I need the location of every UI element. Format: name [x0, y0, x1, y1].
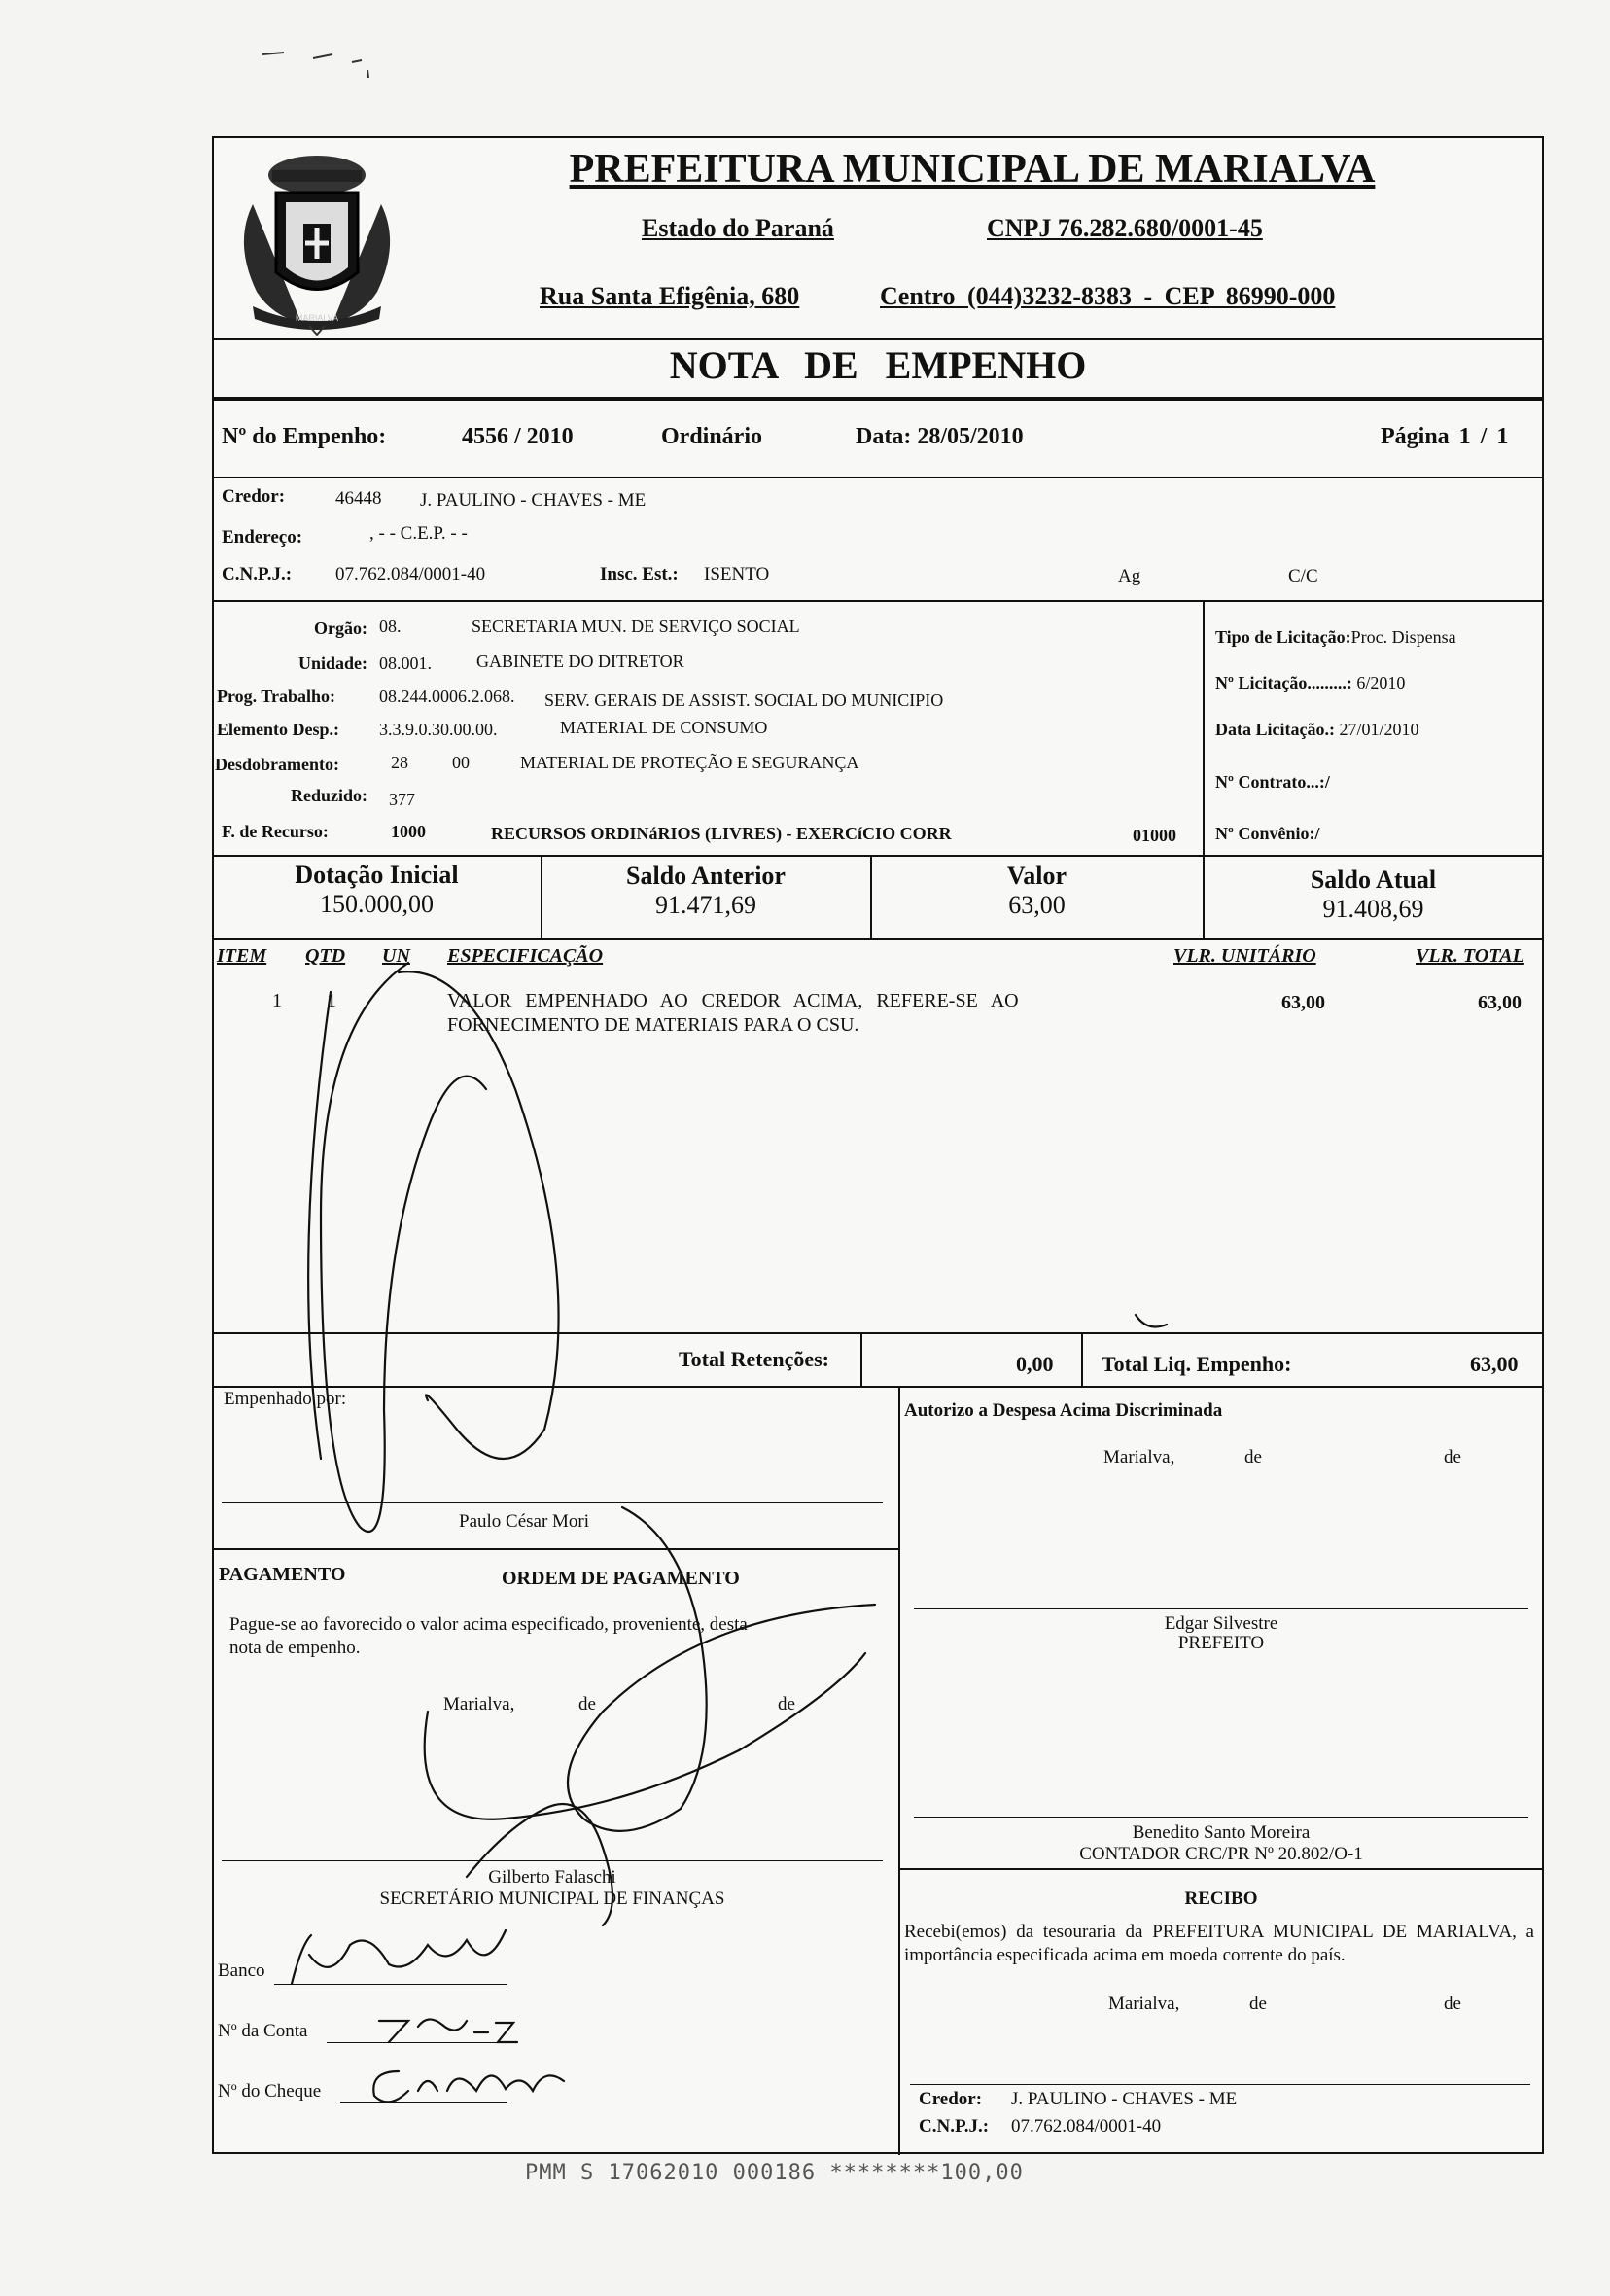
desdobramento-code2: 00	[452, 753, 470, 772]
retencoes-value: 0,00	[1016, 1352, 1054, 1376]
convenio-label: Nº Convênio:/	[1215, 824, 1320, 843]
empenho-label: Nº do Empenho:	[222, 424, 387, 449]
credor-name: J. PAULINO - CHAVES - ME	[420, 490, 647, 511]
recibo-label: RECIBO	[1184, 1889, 1258, 1909]
cheque-label: Nº do Cheque	[218, 2081, 322, 2102]
prog-label: Prog. Trabalho:	[217, 687, 336, 706]
desdobramento-name: MATERIAL DE PROTEÇÃO E SEGURANÇA	[520, 753, 859, 772]
municipality-title: PREFEITURA MUNICIPAL DE MARIALVA	[569, 147, 1376, 192]
ag-label: Ag	[1118, 566, 1141, 586]
fonte-code2: 01000	[1133, 826, 1176, 845]
col-un: UN	[382, 945, 410, 967]
empenho-number: 4556 / 2010	[462, 424, 574, 449]
autorizo-de-2: de	[1444, 1447, 1461, 1467]
contador-name: Benedito Santo Moreira	[1132, 1822, 1311, 1843]
fonte-name: RECURSOS ORDINáRIOS (LIVRES) - EXERCíCIO CORR	[491, 824, 952, 843]
orgao-name: SECRETARIA MUN. DE SERVIÇO SOCIAL	[472, 617, 800, 636]
recibo-cnpj-label: C.N.P.J.:	[919, 2116, 990, 2137]
empenho-type: Ordinário	[661, 424, 763, 449]
pague-line2: nota de empenho.	[229, 1638, 361, 1658]
contrato-label: Nº Contrato...:/	[1215, 772, 1330, 792]
recibo-de-2: de	[1444, 1994, 1461, 2014]
prefeito-name: Edgar Silvestre	[1164, 1613, 1278, 1634]
recibo-credor-label: Credor:	[919, 2089, 983, 2109]
prog-code: 08.244.0006.2.068.	[379, 687, 515, 706]
credor-code: 46448	[335, 488, 382, 509]
orgao-code: 08.	[379, 617, 402, 636]
saldo-atual-label: Saldo Atual	[1310, 865, 1437, 894]
elemento-code: 3.3.9.0.30.00.00.	[379, 720, 498, 739]
saldo-atual-value: 91.408,69	[1322, 895, 1424, 923]
recibo-de-1: de	[1249, 1994, 1267, 2014]
empenhado-label: Empenhado por:	[224, 1389, 347, 1409]
cnpj-credor-label: C.N.P.J.:	[222, 564, 293, 584]
item-spec-line1: VALOR EMPENHADO AO CREDOR ACIMA, REFERE-SE AO	[447, 990, 1019, 1011]
cnpj-label: CNPJ 76.282.680/0001-45	[987, 214, 1263, 242]
saldo-anterior-label: Saldo Anterior	[626, 862, 786, 890]
contador-title: CONTADOR CRC/PR Nº 20.802/O-1	[1079, 1844, 1363, 1864]
footer-stamp: PMM S 17062010 000186 ********100,00	[525, 2161, 1024, 2185]
liq-label: Total Liq. Empenho:	[1102, 1352, 1292, 1376]
financas-name: Gilberto Falaschi	[488, 1867, 616, 1888]
valor-label: Valor	[1006, 862, 1068, 890]
item-total-value: 63,00	[1478, 992, 1522, 1013]
fonte-label: F. de Recurso:	[222, 822, 329, 841]
page-number: Página 1 / 1	[1381, 424, 1509, 449]
cnpj-credor-value: 07.762.084/0001-40	[335, 564, 486, 584]
item-unit-value: 63,00	[1281, 992, 1325, 1013]
recibo-text: Recebi(emos) da tesouraria da PREFEITURA MUNICIPAL DE MARIALVA, a importância especificada acima em moeda corrente do país.	[904, 1922, 1534, 1965]
reduzido-value: 377	[389, 790, 415, 809]
cc-label: C/C	[1288, 566, 1318, 586]
recibo-credor-name: J. PAULINO - CHAVES - ME	[1011, 2089, 1238, 2109]
endereco-label: Endereço:	[222, 527, 303, 548]
dotacao-value: 150.000,00	[320, 890, 434, 918]
svg-text:MARIALVA: MARIALVA	[295, 313, 339, 323]
item-qtd: 1	[327, 990, 336, 1011]
col-item: ITEM	[217, 945, 267, 967]
col-qtd: QTD	[305, 945, 346, 967]
conta-label: Nº da Conta	[218, 2021, 308, 2041]
tipo-licitacao: Tipo de Licitação:Proc. Dispensa	[1215, 627, 1456, 647]
valor-value: 63,00	[1008, 891, 1066, 919]
prog-name: SERV. GERAIS DE ASSIST. SOCIAL DO MUNICIPIO	[544, 690, 944, 710]
street-label: Rua Santa Efigênia, 680	[540, 282, 800, 310]
item-spec-line2: FORNECIMENTO DE MATERIAIS PARA O CSU.	[447, 1014, 859, 1036]
autorizo-place: Marialva,	[1103, 1447, 1175, 1467]
item-number: 1	[272, 990, 282, 1011]
insc-value: ISENTO	[704, 564, 770, 584]
empenhado-name: Paulo César Mori	[459, 1511, 590, 1532]
financas-title: SECRETÁRIO MUNICIPAL DE FINANÇAS	[379, 1889, 725, 1909]
insc-label: Insc. Est.:	[600, 564, 679, 584]
unidade-name: GABINETE DO DITRETOR	[476, 652, 684, 671]
elemento-name: MATERIAL DE CONSUMO	[560, 718, 768, 737]
autorizo-label: Autorizo a Despesa Acima Discriminada	[904, 1400, 1223, 1421]
elemento-label: Elemento Desp.:	[217, 720, 339, 739]
unidade-code: 08.001.	[379, 653, 432, 673]
prefeito-title: PREFEITO	[1177, 1633, 1265, 1653]
pagamento-label: PAGAMENTO	[219, 1564, 346, 1585]
reduzido-label: Reduzido:	[290, 786, 368, 805]
liq-value: 63,00	[1470, 1352, 1519, 1376]
recibo-place: Marialva,	[1108, 1994, 1180, 2014]
empenho-date: Data: 28/05/2010	[856, 424, 1024, 449]
unidade-label: Unidade:	[298, 653, 368, 673]
document-title: NOTA DE EMPENHO	[669, 343, 1087, 387]
orgao-label: Orgão:	[314, 618, 368, 638]
col-vlr-unitario: VLR. UNITÁRIO	[1173, 945, 1316, 967]
desdobramento-label: Desdobramento:	[215, 755, 339, 774]
state-label: Estado do Paraná	[642, 214, 834, 242]
pagamento-place: Marialva,	[443, 1694, 515, 1714]
num-licitacao: Nº Licitação.........: 6/2010	[1215, 673, 1406, 692]
credor-label: Credor:	[222, 486, 286, 507]
saldo-anterior-value: 91.471,69	[655, 891, 756, 919]
recibo-cnpj-value: 07.762.084/0001-40	[1011, 2116, 1162, 2137]
retencoes-label: Total Retenções:	[679, 1347, 829, 1371]
banco-label: Banco	[218, 1960, 265, 1981]
endereco-value: , - - C.E.P. - -	[369, 523, 468, 544]
col-vlr-total: VLR. TOTAL	[1416, 945, 1524, 967]
col-especificacao: ESPECIFICAÇÃO	[447, 945, 604, 967]
address-label: Centro (044)3232-8383 - CEP 86990-000	[880, 282, 1336, 310]
pagamento-de-1: de	[578, 1694, 596, 1714]
dotacao-label: Dotação Inicial	[295, 861, 459, 889]
data-licitacao: Data Licitação.: 27/01/2010	[1215, 720, 1419, 739]
autorizo-de-1: de	[1244, 1447, 1262, 1467]
pague-line1: Pague-se ao favorecido o valor acima especificado, proveniente, desta	[229, 1614, 748, 1635]
fonte-code: 1000	[391, 822, 426, 841]
ordem-pagamento-label: ORDEM DE PAGAMENTO	[502, 1568, 740, 1589]
desdobramento-code1: 28	[391, 753, 408, 772]
pagamento-de-2: de	[778, 1694, 795, 1714]
